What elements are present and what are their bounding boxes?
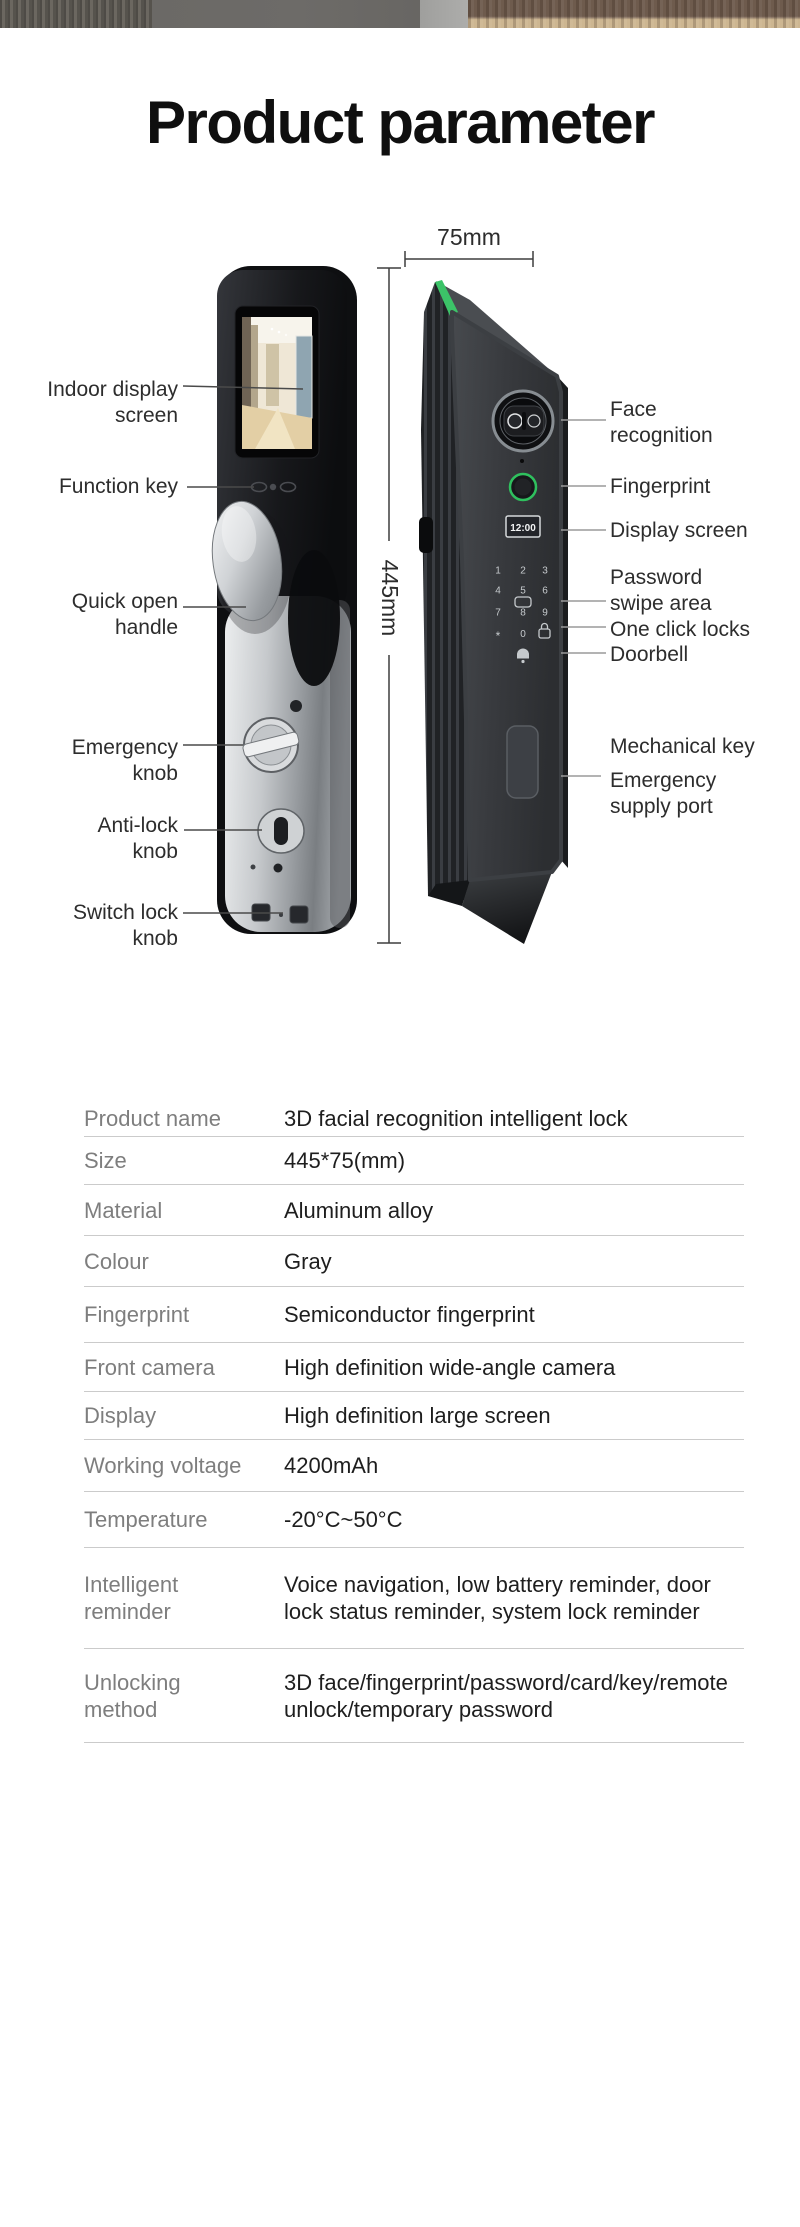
outdoor-lock-bottom-extension [462, 872, 552, 944]
callout-display-screen: Display screen [610, 519, 748, 542]
table-row [84, 1236, 744, 1287]
face-recognition-camera [493, 391, 553, 451]
callout-doorbell: Doorbell [610, 643, 689, 666]
key-7: 7 [495, 607, 501, 619]
width-dimension-label: 75mm [437, 224, 501, 250]
microphone-hole [520, 459, 524, 463]
key-star: * [495, 629, 501, 643]
table-row [84, 1137, 744, 1185]
callout-anti-lock-knob: Anti-lock knob [97, 814, 178, 863]
key-9: 9 [542, 607, 548, 619]
callout-one-click-locks: One click locks [610, 618, 751, 641]
camera-lens [508, 414, 522, 428]
table-row [84, 1100, 744, 1137]
key-3: 3 [542, 565, 548, 577]
callout-password-swipe-area: Password swipe area [610, 566, 712, 615]
strip-fabric-texture [468, 0, 800, 28]
outdoor-display-screen [506, 516, 540, 537]
strip-light-band [420, 0, 468, 28]
indoor-display-screen [235, 306, 319, 458]
spec-value: High definition wide-angle camera [284, 1354, 616, 1380]
camera-lens [528, 415, 540, 427]
spec-value: Aluminum alloy [284, 1197, 434, 1223]
spec-label: Product name [84, 1105, 221, 1131]
spec-label: Working voltage [84, 1453, 242, 1478]
key-1: 1 [495, 565, 501, 577]
table-row [84, 1287, 744, 1343]
spec-label: Colour [84, 1248, 149, 1274]
spec-value: Gray [284, 1248, 332, 1274]
key-6: 6 [542, 585, 548, 597]
table-row [84, 1492, 744, 1548]
callout-mechanical-key: Mechanical key [610, 735, 755, 758]
spec-label: Display [84, 1403, 157, 1428]
table-row [84, 1440, 744, 1492]
spec-label: Fingerprint [84, 1302, 190, 1327]
page-title: Product parameter [146, 89, 654, 156]
callout-quick-open-handle: Quick open handle [71, 590, 178, 639]
reset-hole [251, 865, 256, 870]
outdoor-lock-illustration [419, 280, 568, 944]
table-row [84, 1548, 744, 1649]
callout-indoor-display-screen: Indoor display screen [47, 378, 178, 427]
callout-fingerprint: Fingerprint [610, 475, 711, 498]
callout-switch-lock-knob: Switch lock knob [72, 901, 178, 950]
callout-function-key: Function key [58, 475, 178, 498]
spec-label: Intelligent reminder [84, 1572, 179, 1624]
key-8: 8 [520, 607, 526, 619]
mechanical-key-cover [507, 726, 538, 798]
spec-table [84, 1100, 744, 1743]
table-row [84, 1649, 744, 1743]
strip-grey-wall [152, 0, 420, 28]
spec-value: 4200mAh [284, 1453, 379, 1478]
spec-value: -20°C~50°C [284, 1507, 403, 1532]
anti-lock-knob [258, 809, 304, 853]
spec-value: Voice navigation, low battery reminder, door lock status reminder, system lock reminder [284, 1572, 711, 1624]
key-0: 0 [520, 629, 526, 640]
key-2: 2 [520, 565, 526, 577]
spec-label: Size [84, 1148, 127, 1173]
emergency-knob [242, 718, 299, 772]
sensor-dot [274, 864, 283, 873]
key-5: 5 [520, 585, 526, 597]
height-dimension-label: 445mm [377, 559, 403, 637]
handle-recess [288, 550, 340, 686]
clock-text: 12:00 [510, 523, 536, 534]
callout-emergency-knob: Emergency knob [71, 736, 178, 785]
table-row [84, 1343, 744, 1392]
callout-emergency-supply-port: Emergency supply port [610, 769, 717, 818]
fingerprint-sensor [510, 474, 536, 500]
spec-value: 3D face/fingerprint/password/card/key/remote unlock/temporary password [284, 1669, 728, 1722]
spec-label: Front camera [84, 1354, 215, 1380]
side-bolt-tab [419, 517, 433, 553]
spec-value: 3D facial recognition intelligent lock [284, 1105, 628, 1131]
strip-ribbed-texture [0, 0, 152, 28]
spec-label: Temperature [84, 1507, 208, 1532]
spec-value: 445*75(mm) [284, 1148, 406, 1173]
cylinder-dot [290, 700, 302, 712]
spec-value: High definition large screen [284, 1403, 551, 1428]
indoor-lock-illustration [205, 266, 357, 934]
table-row [84, 1185, 744, 1236]
spec-label: Unlocking method [84, 1669, 181, 1722]
table-row [84, 1392, 744, 1440]
key-4: 4 [495, 585, 501, 597]
callout-face-recognition: Face recognition [610, 398, 713, 447]
top-photo-strip [0, 0, 800, 28]
spec-value: Semiconductor fingerprint [284, 1302, 535, 1327]
spec-label: Material [84, 1197, 163, 1223]
